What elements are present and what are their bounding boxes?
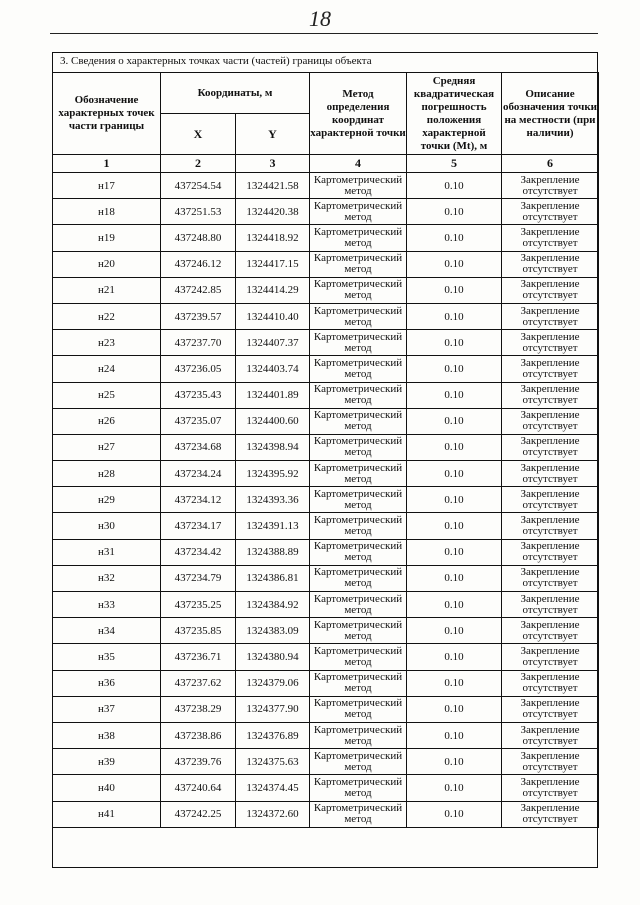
point-cell: н33 <box>53 592 161 618</box>
y-cell: 1324383.09 <box>236 618 310 644</box>
point-cell: н25 <box>53 382 161 408</box>
y-cell: 1324403.74 <box>236 356 310 382</box>
y-cell: 1324398.94 <box>236 434 310 460</box>
table-row <box>53 539 599 565</box>
method-cell: Картометрический метод <box>310 749 407 775</box>
method-cell: Картометрический метод <box>310 277 407 303</box>
x-cell: 437234.42 <box>161 539 236 565</box>
x-cell: 437235.25 <box>161 592 236 618</box>
x-cell: 437235.07 <box>161 408 236 434</box>
description-cell: Закрепление отсутствует <box>502 696 599 722</box>
point-cell: н29 <box>53 487 161 513</box>
accuracy-cell: 0.10 <box>407 382 502 408</box>
method-cell: Картометрический метод <box>310 696 407 722</box>
accuracy-cell: 0.10 <box>407 644 502 670</box>
table-row <box>53 565 599 591</box>
y-cell: 1324420.38 <box>236 199 310 225</box>
method-cell: Картометрический метод <box>310 722 407 748</box>
x-cell: 437242.25 <box>161 801 236 827</box>
x-cell: 437234.68 <box>161 434 236 460</box>
accuracy-cell: 0.10 <box>407 618 502 644</box>
x-cell: 437238.29 <box>161 696 236 722</box>
description-cell: Закрепление отсутствует <box>502 356 599 382</box>
point-cell: н23 <box>53 330 161 356</box>
description-cell: Закрепление отсутствует <box>502 722 599 748</box>
description-cell: Закрепление отсутствует <box>502 513 599 539</box>
table-row <box>53 356 599 382</box>
y-cell: 1324417.15 <box>236 251 310 277</box>
method-cell: Картометрический метод <box>310 618 407 644</box>
table-row <box>53 722 599 748</box>
description-cell: Закрепление отсутствует <box>502 775 599 801</box>
description-cell: Закрепление отсутствует <box>502 408 599 434</box>
accuracy-cell: 0.10 <box>407 225 502 251</box>
point-cell: н39 <box>53 749 161 775</box>
y-cell: 1324414.29 <box>236 277 310 303</box>
accuracy-cell: 0.10 <box>407 722 502 748</box>
description-cell: Закрепление отсутствует <box>502 199 599 225</box>
table-body <box>53 173 599 828</box>
point-cell: н26 <box>53 408 161 434</box>
table-row <box>53 303 599 329</box>
x-cell: 437235.43 <box>161 382 236 408</box>
table-row <box>53 775 599 801</box>
y-cell: 1324410.40 <box>236 303 310 329</box>
x-cell: 437237.62 <box>161 670 236 696</box>
x-cell: 437236.71 <box>161 644 236 670</box>
accuracy-cell: 0.10 <box>407 434 502 460</box>
method-cell: Картометрический метод <box>310 356 407 382</box>
description-cell: Закрепление отсутствует <box>502 277 599 303</box>
description-cell: Закрепление отсутствует <box>502 801 599 827</box>
method-cell: Картометрический метод <box>310 173 407 199</box>
method-cell: Картометрический метод <box>310 225 407 251</box>
point-cell: н36 <box>53 670 161 696</box>
method-cell: Картометрический метод <box>310 775 407 801</box>
accuracy-cell: 0.10 <box>407 199 502 225</box>
accuracy-cell: 0.10 <box>407 801 502 827</box>
method-cell: Картометрический метод <box>310 303 407 329</box>
description-cell: Закрепление отсутствует <box>502 592 599 618</box>
table-row <box>53 199 599 225</box>
y-cell: 1324401.89 <box>236 382 310 408</box>
table-row <box>53 749 599 775</box>
y-cell: 1324395.92 <box>236 461 310 487</box>
column-number: 2 <box>161 155 236 173</box>
accuracy-cell: 0.10 <box>407 539 502 565</box>
accuracy-cell: 0.10 <box>407 513 502 539</box>
table-row <box>53 225 599 251</box>
header-coords: Координаты, м <box>161 73 310 114</box>
accuracy-cell: 0.10 <box>407 592 502 618</box>
y-cell: 1324375.63 <box>236 749 310 775</box>
x-cell: 437238.86 <box>161 722 236 748</box>
point-cell: н38 <box>53 722 161 748</box>
accuracy-cell: 0.10 <box>407 461 502 487</box>
x-cell: 437242.85 <box>161 277 236 303</box>
accuracy-cell: 0.10 <box>407 251 502 277</box>
accuracy-cell: 0.10 <box>407 303 502 329</box>
header-y: Y <box>236 114 310 155</box>
y-cell: 1324421.58 <box>236 173 310 199</box>
point-cell: н37 <box>53 696 161 722</box>
y-cell: 1324379.06 <box>236 670 310 696</box>
section-title: 3. Сведения о характерных точках части (частей) границы объекта <box>60 55 372 67</box>
method-cell: Картометрический метод <box>310 670 407 696</box>
method-cell: Картометрический метод <box>310 434 407 460</box>
x-cell: 437234.79 <box>161 565 236 591</box>
method-cell: Картометрический метод <box>310 382 407 408</box>
x-cell: 437236.05 <box>161 356 236 382</box>
table-row <box>53 277 599 303</box>
description-cell: Закрепление отсутствует <box>502 225 599 251</box>
point-cell: н19 <box>53 225 161 251</box>
description-cell: Закрепление отсутствует <box>502 487 599 513</box>
description-cell: Закрепление отсутствует <box>502 303 599 329</box>
page-number: 18 <box>309 6 331 31</box>
y-cell: 1324393.36 <box>236 487 310 513</box>
table-row <box>53 513 599 539</box>
point-cell: н28 <box>53 461 161 487</box>
table-row <box>53 618 599 644</box>
characteristic-points-table <box>52 72 599 828</box>
point-cell: н34 <box>53 618 161 644</box>
point-cell: н21 <box>53 277 161 303</box>
table-row <box>53 434 599 460</box>
header-point: Обозначение характерных точек части границы <box>53 73 161 155</box>
y-cell: 1324374.45 <box>236 775 310 801</box>
description-cell: Закрепление отсутствует <box>502 173 599 199</box>
accuracy-cell: 0.10 <box>407 277 502 303</box>
x-cell: 437248.80 <box>161 225 236 251</box>
column-number: 6 <box>502 155 599 173</box>
description-cell: Закрепление отсутствует <box>502 461 599 487</box>
point-cell: н17 <box>53 173 161 199</box>
description-cell: Закрепление отсутствует <box>502 670 599 696</box>
x-cell: 437234.12 <box>161 487 236 513</box>
point-cell: н32 <box>53 565 161 591</box>
method-cell: Картометрический метод <box>310 408 407 434</box>
table-row <box>53 173 599 199</box>
accuracy-cell: 0.10 <box>407 565 502 591</box>
x-cell: 437237.70 <box>161 330 236 356</box>
description-cell: Закрепление отсутствует <box>502 330 599 356</box>
y-cell: 1324380.94 <box>236 644 310 670</box>
y-cell: 1324400.60 <box>236 408 310 434</box>
method-cell: Картометрический метод <box>310 199 407 225</box>
accuracy-cell: 0.10 <box>407 696 502 722</box>
point-cell: н35 <box>53 644 161 670</box>
table-row <box>53 592 599 618</box>
accuracy-cell: 0.10 <box>407 330 502 356</box>
y-cell: 1324386.81 <box>236 565 310 591</box>
method-cell: Картометрический метод <box>310 330 407 356</box>
accuracy-cell: 0.10 <box>407 408 502 434</box>
x-cell: 437239.76 <box>161 749 236 775</box>
table-row <box>53 330 599 356</box>
accuracy-cell: 0.10 <box>407 670 502 696</box>
point-cell: н31 <box>53 539 161 565</box>
x-cell: 437246.12 <box>161 251 236 277</box>
table-row <box>53 644 599 670</box>
header-rule <box>50 33 598 34</box>
table-row <box>53 696 599 722</box>
table-row <box>53 382 599 408</box>
header-accuracy: Средняя квадратическая погрешность положения характерной точки (Mt), м <box>407 73 502 155</box>
method-cell: Картометрический метод <box>310 461 407 487</box>
description-cell: Закрепление отсутствует <box>502 644 599 670</box>
description-cell: Закрепление отсутствует <box>502 618 599 644</box>
column-number: 1 <box>53 155 161 173</box>
y-cell: 1324377.90 <box>236 696 310 722</box>
accuracy-cell: 0.10 <box>407 749 502 775</box>
table-row <box>53 670 599 696</box>
table-row <box>53 251 599 277</box>
table-row <box>53 408 599 434</box>
method-cell: Картометрический метод <box>310 251 407 277</box>
point-cell: н41 <box>53 801 161 827</box>
y-cell: 1324391.13 <box>236 513 310 539</box>
description-cell: Закрепление отсутствует <box>502 539 599 565</box>
y-cell: 1324384.92 <box>236 592 310 618</box>
point-cell: н24 <box>53 356 161 382</box>
y-cell: 1324418.92 <box>236 225 310 251</box>
method-cell: Картометрический метод <box>310 565 407 591</box>
accuracy-cell: 0.10 <box>407 173 502 199</box>
method-cell: Картометрический метод <box>310 513 407 539</box>
header-method: Метод определения координат характерной точки <box>310 73 407 155</box>
method-cell: Картометрический метод <box>310 801 407 827</box>
description-cell: Закрепление отсутствует <box>502 434 599 460</box>
y-cell: 1324376.89 <box>236 722 310 748</box>
accuracy-cell: 0.10 <box>407 775 502 801</box>
table-row <box>53 461 599 487</box>
table-row <box>53 801 599 827</box>
point-cell: н27 <box>53 434 161 460</box>
x-cell: 437240.64 <box>161 775 236 801</box>
method-cell: Картометрический метод <box>310 592 407 618</box>
header-x: X <box>161 114 236 155</box>
x-cell: 437234.17 <box>161 513 236 539</box>
description-cell: Закрепление отсутствует <box>502 565 599 591</box>
point-cell: н20 <box>53 251 161 277</box>
x-cell: 437235.85 <box>161 618 236 644</box>
table-row <box>53 487 599 513</box>
accuracy-cell: 0.10 <box>407 356 502 382</box>
point-cell: н30 <box>53 513 161 539</box>
x-cell: 437234.24 <box>161 461 236 487</box>
x-cell: 437239.57 <box>161 303 236 329</box>
x-cell: 437251.53 <box>161 199 236 225</box>
point-cell: н22 <box>53 303 161 329</box>
x-cell: 437254.54 <box>161 173 236 199</box>
y-cell: 1324407.37 <box>236 330 310 356</box>
description-cell: Закрепление отсутствует <box>502 382 599 408</box>
column-number: 4 <box>310 155 407 173</box>
description-cell: Закрепление отсутствует <box>502 251 599 277</box>
point-cell: н40 <box>53 775 161 801</box>
method-cell: Картометрический метод <box>310 487 407 513</box>
y-cell: 1324372.60 <box>236 801 310 827</box>
header-description: Описание обозначения точки на местности (при наличии) <box>502 73 599 155</box>
point-cell: н18 <box>53 199 161 225</box>
y-cell: 1324388.89 <box>236 539 310 565</box>
method-cell: Картометрический метод <box>310 644 407 670</box>
accuracy-cell: 0.10 <box>407 487 502 513</box>
column-number: 5 <box>407 155 502 173</box>
column-number: 3 <box>236 155 310 173</box>
method-cell: Картометрический метод <box>310 539 407 565</box>
description-cell: Закрепление отсутствует <box>502 749 599 775</box>
